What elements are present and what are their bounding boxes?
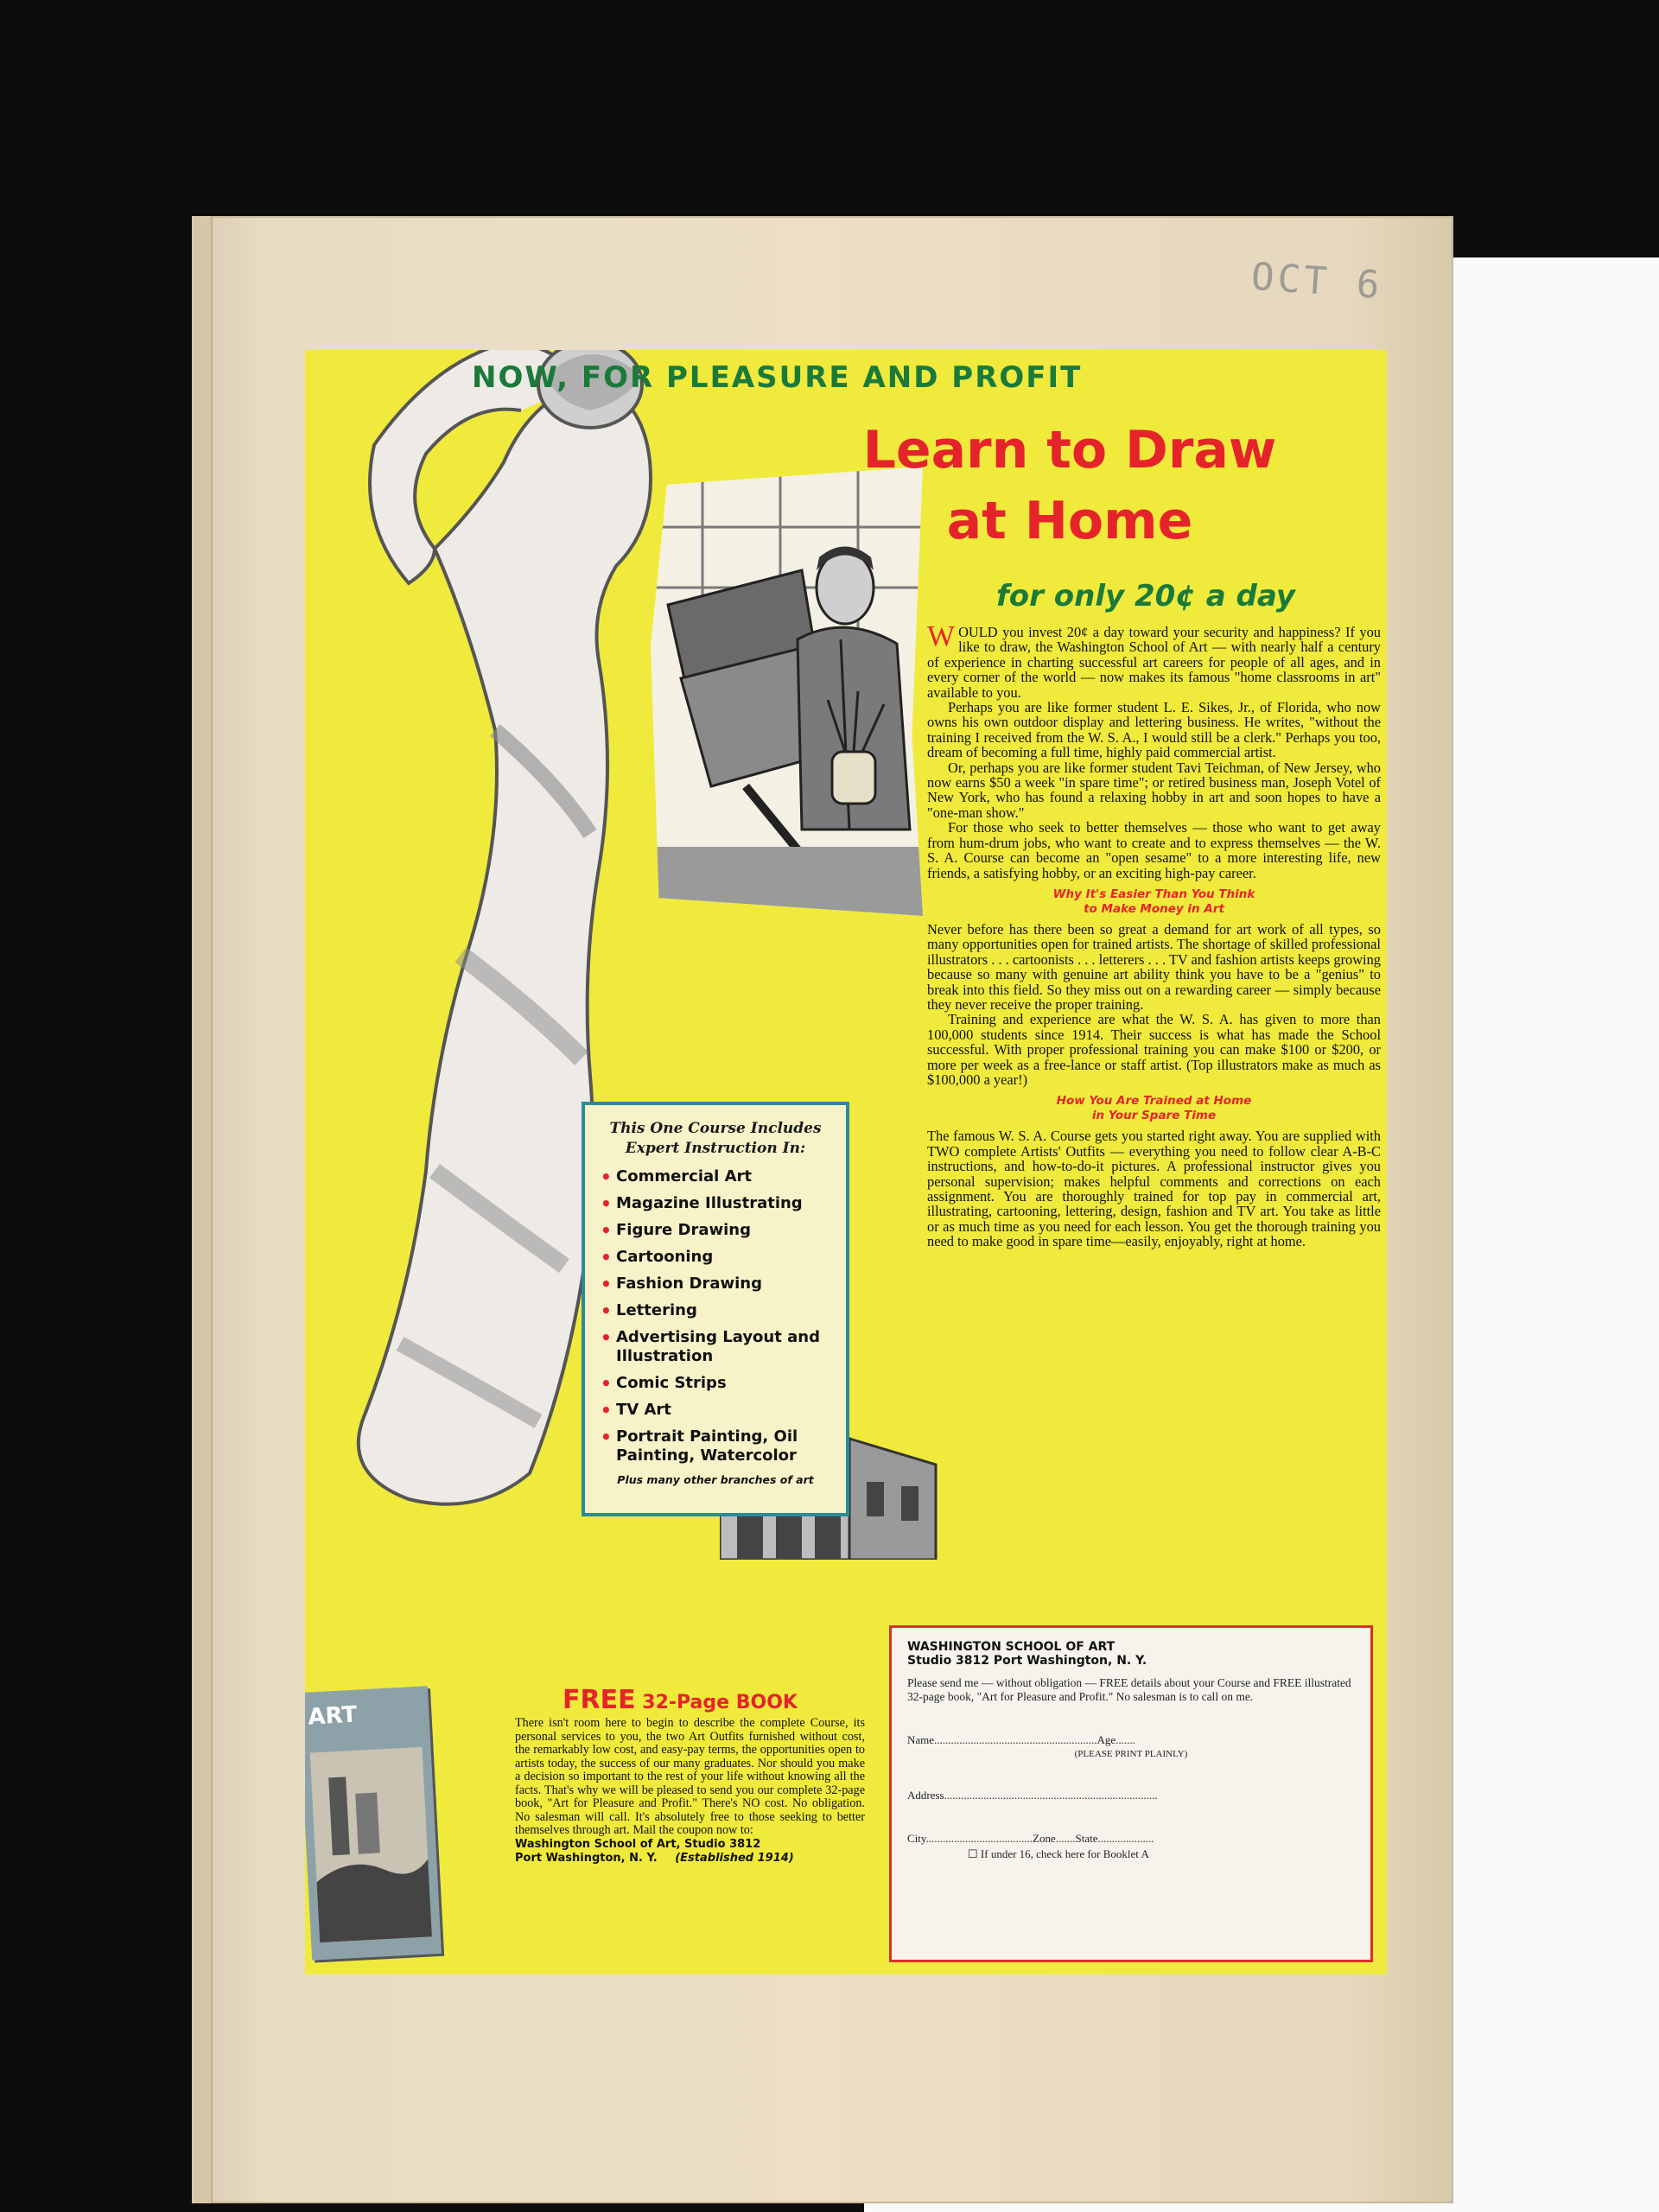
drop-cap: W bbox=[927, 620, 956, 652]
course-item: • Comic Strips bbox=[601, 1374, 830, 1393]
course-item: • Cartooning bbox=[601, 1248, 830, 1267]
coupon-name-field: Name..........................................................Age....... bbox=[907, 1733, 1135, 1746]
subhead-easier-line-2: to Make Money in Art bbox=[1084, 901, 1224, 916]
mail-address-line-2: Port Washington, N. Y. bbox=[515, 1851, 658, 1865]
book-cover-title: ART bbox=[307, 1701, 358, 1731]
free-book-image bbox=[305, 1686, 442, 1960]
mail-address-line-1: Washington School of Art, Studio 3812 bbox=[515, 1837, 761, 1851]
course-list-box bbox=[582, 1102, 849, 1516]
free-book-copy bbox=[515, 1717, 865, 1866]
course-box-title bbox=[601, 1119, 830, 1159]
course-item: • Figure Drawing bbox=[601, 1221, 830, 1240]
course-box-footer: Plus many other branches of art bbox=[617, 1473, 814, 1486]
coupon-checkbox-label: If under 16, check here for Booklet A bbox=[980, 1847, 1149, 1860]
date-stamp: OCT 6 bbox=[1249, 254, 1385, 308]
body-paragraph-4: For those who seek to better themselves — those who want to get away from hum-drum jobs, who want to create and to express themselves — the W. S. A. Course can become an "open sesame" to a more interesting life, new friends, a satisfying hobby, or an exciting high-pay career. bbox=[927, 819, 1381, 881]
course-list bbox=[601, 1167, 830, 1465]
body-paragraph-5: Never before has there been so great a demand for art work of all types, so many opportunities open for trained artists. The shortage of skilled professional illustrators . . . cartoonists . . . letterers . . . TV and fashion artists keeps growing because so many with genuine art ability think you have to be a "genius" to break into this field. So they miss out on a rewarding career — simply because they never receive the proper training. bbox=[927, 920, 1381, 1013]
checkbox-icon: ☐ bbox=[968, 1847, 978, 1860]
body-paragraph-2: Perhaps you are like former student L. E. Sikes, Jr., of Florida, who now owns his own outdoor display and lettering business. He writes, "without the training I received from the W. S. A., I would still be a clerk." Perhaps you too, dream of becoming a full time, highly paid commercial artist. bbox=[927, 699, 1381, 761]
headline-line-2: at Home bbox=[946, 491, 1193, 551]
course-title-line-1: This One Course Includes bbox=[609, 1120, 822, 1137]
advertisement-panel bbox=[305, 350, 1387, 1974]
course-title-line-2: Expert Instruction In: bbox=[625, 1140, 806, 1157]
subhead-easier bbox=[927, 887, 1381, 917]
course-item: • Commercial Art bbox=[601, 1167, 830, 1186]
course-item: • Advertising Layout and Illustration bbox=[601, 1328, 830, 1366]
subhead-trained-line-1: How You Are Trained at Home bbox=[1056, 1094, 1252, 1109]
coupon-studio-address: Studio 3812 Port Washington, N. Y. bbox=[907, 1654, 1147, 1668]
coupon-address-field: Address............................................................................ bbox=[907, 1789, 1158, 1802]
free-label: FREE bbox=[563, 1685, 636, 1715]
body-paragraph-1: OULD you invest 20¢ a day toward your security and happiness? If you like to draw, the Washington School of Art — with nearly half a century of experience in charting successful art careers for people of all ages, and in every corner of the world — now makes its famous "home classrooms in art" available to you. bbox=[927, 624, 1381, 701]
subhead-easier-line-1: Why It's Easier Than You Think bbox=[1052, 887, 1255, 901]
free-book-text: There isn't room here to begin to describe the complete Course, its personal services to you, the two Art Outfits furnished without cost, the remarkably low cost, and easy-pay terms, the opportunities open to artists today, the success of our many graduates. Nor should you make a decision so important to the rest of your life without knowing all the facts. That's why we will be pleased to send you our complete 32-page book, "Art for Pleasure and Profit." There's NO cost. No obligation. No salesman will call. It's absolutely free to those seeking to better themselves through art. Mail the coupon now to: bbox=[515, 1716, 865, 1837]
body-paragraph-6: Training and experience are what the W. S. A. has given to more than 100,000 students since 1914. Their success is what has made the School successful. With proper professional training you can make $100 or $200, or more per week as a free-lance or staff artist. (Top illustrators make as much as $100,000 a year!) bbox=[927, 1011, 1381, 1088]
subhead-trained-line-2: in Your Spare Time bbox=[1091, 1109, 1217, 1123]
headline-line-1: Learn to Draw bbox=[862, 420, 1277, 480]
coupon-request-text: Please send me — without obligation — FREE details about your Course and FREE illustrated 32-page book, "Art for Pleasure and Profit." No salesman is to call on me. bbox=[907, 1676, 1351, 1703]
headline-main bbox=[767, 415, 1372, 556]
mail-in-coupon bbox=[889, 1625, 1373, 1962]
body-copy bbox=[927, 620, 1381, 1250]
headline-top: NOW, FOR PLEASURE AND PROFIT bbox=[472, 360, 1083, 395]
course-item: • TV Art bbox=[601, 1401, 830, 1420]
course-item: • Magazine Illustrating bbox=[601, 1194, 830, 1213]
tagline: for only 20¢ a day bbox=[996, 579, 1295, 613]
course-item: • Fashion Drawing bbox=[601, 1274, 830, 1294]
book-cover-art bbox=[310, 1747, 432, 1943]
mail-address bbox=[515, 1838, 865, 1866]
body-paragraph-3: Or, perhaps you are like former student Tavi Teichman, of New Jersey, who now earns $50 a week "in spare time"; or retired business man, Joseph Votel of New York, who has found a relaxing hobby in art and soon hopes to have a "one-man show." bbox=[927, 759, 1381, 821]
coupon-print-plainly: (PLEASE PRINT PLAINLY) bbox=[1074, 1749, 1188, 1759]
coupon-checkbox-row bbox=[907, 1847, 1355, 1861]
subhead-trained bbox=[927, 1094, 1381, 1123]
course-item: • Portrait Painting, Oil Painting, Watercolor bbox=[601, 1427, 830, 1465]
coupon-school-name: WASHINGTON SCHOOL OF ART bbox=[907, 1640, 1116, 1654]
free-book-heading bbox=[563, 1685, 798, 1715]
body-paragraph-7: The famous W. S. A. Course gets you started right away. You are supplied with TWO complete Artists' Outfits — everything you need to follow clear A-B-C instructions, and how-to-do-it pictures. A professional instructor gives you personal supervision; makes helpful comments and corrections on each assignment. You are thoroughly trained for top pay in commercial art, illustrating, cartooning, lettering, design, fashion and TV art. You take as little or as much time as you need for each lesson. You get the thorough training you need to make good in spare time—easily, enjoyably, right at home. bbox=[927, 1128, 1381, 1250]
established-note: (Established 1914) bbox=[675, 1851, 794, 1865]
coupon-city-field: City......................................Zone.......State.................... bbox=[907, 1832, 1154, 1845]
page-spine-edge bbox=[192, 216, 213, 2203]
woman-figure-illustration bbox=[305, 350, 789, 1732]
course-item: • Lettering bbox=[601, 1301, 830, 1320]
free-book-label: 32-Page BOOK bbox=[642, 1692, 798, 1713]
